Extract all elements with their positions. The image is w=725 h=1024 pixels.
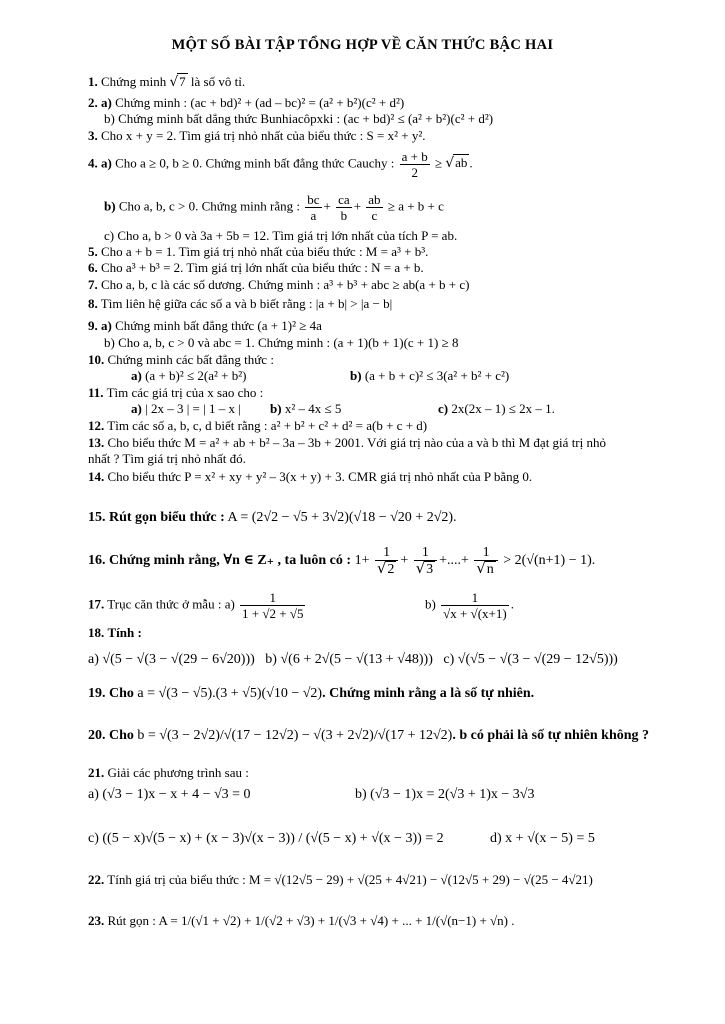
problem-16: 16. Chứng minh rằng, ∀n ∈ Z₊ , ta luôn có : 1+ $\frac{1}{√2}$ + $\frac{1}{√3}$ +....+ $\frac{1}{√n}$ > 2(√(n+1) − 1). <box>88 545 596 577</box>
problem-18: 18. Tính : <box>88 625 142 640</box>
problem-23: 23. Rút gọn : A = 1/(√1 + √2) + 1/(√2 + √3) + 1/(√3 + √4) + ... + 1/(√(n−1) + √n) . <box>88 913 515 928</box>
problem-13-cont: nhất ? Tìm giá trị nhỏ nhất đó. <box>88 451 246 466</box>
problem-4b: b) Cho a, b, c > 0. Chứng minh rằng : $\frac{bc}{a}$ + $\frac{ca}{b}$ + $\frac{ab}{c}$ ≥ a + b + c <box>104 192 444 223</box>
problem-9a: 9. a) Chứng minh bất đẳng thức (a + 1)² ≥ 4a <box>88 318 322 333</box>
problem-5: 5. Cho a + b = 1. Tìm giá trị nhỏ nhất của biểu thức : M = a³ + b³. <box>88 244 429 259</box>
problem-3: 3. Cho x + y = 2. Tìm giá trị nhỏ nhất của biểu thức : S = x² + y². <box>88 128 426 143</box>
problem-15: 15. Rút gọn biểu thức : A = (2√2 − √5 + 3√2)(√18 − √20 + 2√2). <box>88 510 457 525</box>
problem-7: 7. Cho a, b, c là các số dương. Chứng minh : a³ + b³ + abc ≥ ab(a + b + c) <box>88 277 470 292</box>
problem-11b: b) x² – 4x ≤ 5 <box>270 401 342 416</box>
problem-11: 11. Tìm các giá trị của x sao cho : <box>88 385 264 400</box>
problem-4c: c) Cho a, b > 0 và 3a + 5b = 12. Tìm giá trị lớn nhất của tích P = ab. <box>104 228 458 243</box>
problem-6: 6. Cho a³ + b³ = 2. Tìm giá trị lớn nhất của biểu thức : N = a + b. <box>88 260 424 275</box>
fraction: $\frac{1}{√3}$ <box>414 545 437 577</box>
problem-19: 19. Cho a = √(3 − √5).(3 + √5)(√10 − √2). Chứng minh rằng a là số tự nhiên. <box>88 686 535 701</box>
problem-21d: d) x + √(x − 5) = 5 <box>490 831 595 846</box>
problem-21a: a) (√3 − 1)x − x + 4 − √3 = 0 <box>88 787 251 802</box>
fraction: $\frac{ab}{c}$ <box>368 192 381 223</box>
page-title: MỘT SỐ BÀI TẬP TỔNG HỢP VỀ CĂN THỨC BẬC HAI <box>171 37 554 53</box>
problem-2a: 2. a) Chứng minh : (ac + bd)² + (ad – bc)² = (a² + b²)(c² + d²) <box>88 95 405 110</box>
problem-17: 17. Trục căn thức ở mẫu : a) $\frac{1}{1 + √2 + √5}$ <box>88 590 304 621</box>
problem-9b: b) Cho a, b, c > 0 và abc = 1. Chứng minh : (a + 1)(b + 1)(c + 1) ≥ 8 <box>104 335 459 350</box>
fraction: $\frac{1}{√2}$ <box>375 545 398 577</box>
problem-10: 10. Chứng minh các bất đẳng thức : <box>88 352 274 367</box>
problem-17b: b) $\frac{1}{√x + √(x+1)}$ . <box>425 590 514 621</box>
problem-22: 22. Tính giá trị của biểu thức : M = √(12√5 − 29) + √(25 + 4√21) − √(12√5 + 29) − √(25 − 4√21) <box>88 872 593 887</box>
fraction: $\frac{ca}{b}$ <box>338 192 350 223</box>
fraction: $\frac{1}{1 + √2 + √5}$ <box>242 590 304 621</box>
problem-12: 12. Tìm các số a, b, c, d biết rằng : a² + b² + c² + d² = a(b + c + d) <box>88 418 428 433</box>
problem-21: 21. Giải các phương trình sau : <box>88 765 249 780</box>
problem-8: 8. Tìm liên hệ giữa các số a và b biết rằng : |a + b| > |a − b| <box>88 296 393 311</box>
sqrt-expression: √7 <box>169 74 186 90</box>
problem-10b: b) (a + b + c)² ≤ 3(a² + b² + c²) <box>350 368 510 383</box>
problem-4a: 4. a) Cho a ≥ 0, b ≥ 0. Chứng minh bất đẳng thức Cauchy : $\frac{a + b}{2}$ ≥ √ab . <box>88 149 473 180</box>
sqrt-expression: √ab <box>445 155 468 172</box>
fraction: $\frac{1}{√n}$ <box>474 545 497 577</box>
problem-21c: c) ((5 − x)√(5 − x) + (x − 3)√(x − 3)) / (√(5 − x) + √(x − 3)) = 2 <box>88 831 444 846</box>
problem-20: 20. Cho b = √(3 − 2√2)/√(17 − 12√2) − √(3 + 2√2)/√(17 + 12√2). b có phải là số tự nhiên không ? <box>88 728 650 743</box>
fraction: $\frac{bc}{a}$ <box>307 192 320 223</box>
problem-21b: b) (√3 − 1)x = 2(√3 + 1)x − 3√3 <box>355 787 535 802</box>
fraction: $\frac{a + b}{2}$ <box>401 149 428 180</box>
problem-2b: b) Chứng minh bất dẳng thức Bunhiacôpxki : (ac + bd)² ≤ (a² + b²)(c² + d²) <box>104 111 494 126</box>
problem-14: 14. Cho biểu thức P = x² + xy + y² – 3(x + y) + 3. CMR giá trị nhỏ nhất của P bằng 0. <box>88 469 533 484</box>
math-expression: A = (2√2 − √5 + 3√2)(√18 − √20 + 2√2). <box>227 510 457 525</box>
problem-11c: c) 2x(2x – 1) ≤ 2x – 1. <box>438 401 555 416</box>
fraction: $\frac{1}{√x + √(x+1)}$ <box>443 590 507 621</box>
problem-18-items: a) √(5 − √(3 − √(29 − 6√20))) b) √(6 + 2√(5 − √(13 + √48))) c) √(√5 − √(3 − √(29 − 12√5))) <box>88 652 618 667</box>
problem-13: 13. Cho biểu thức M = a² + ab + b² – 3a – 3b + 2001. Với giá trị nào của a và b thì M đạt giá trị nhỏ <box>88 435 606 450</box>
problem-10a: a) (a + b)² ≤ 2(a² + b²) <box>131 368 247 383</box>
problem-1: 1. Chứng minh √7 là số vô tỉ. <box>88 74 246 90</box>
problem-11a: a) | 2x – 3 | = | 1 – x | <box>131 401 241 416</box>
